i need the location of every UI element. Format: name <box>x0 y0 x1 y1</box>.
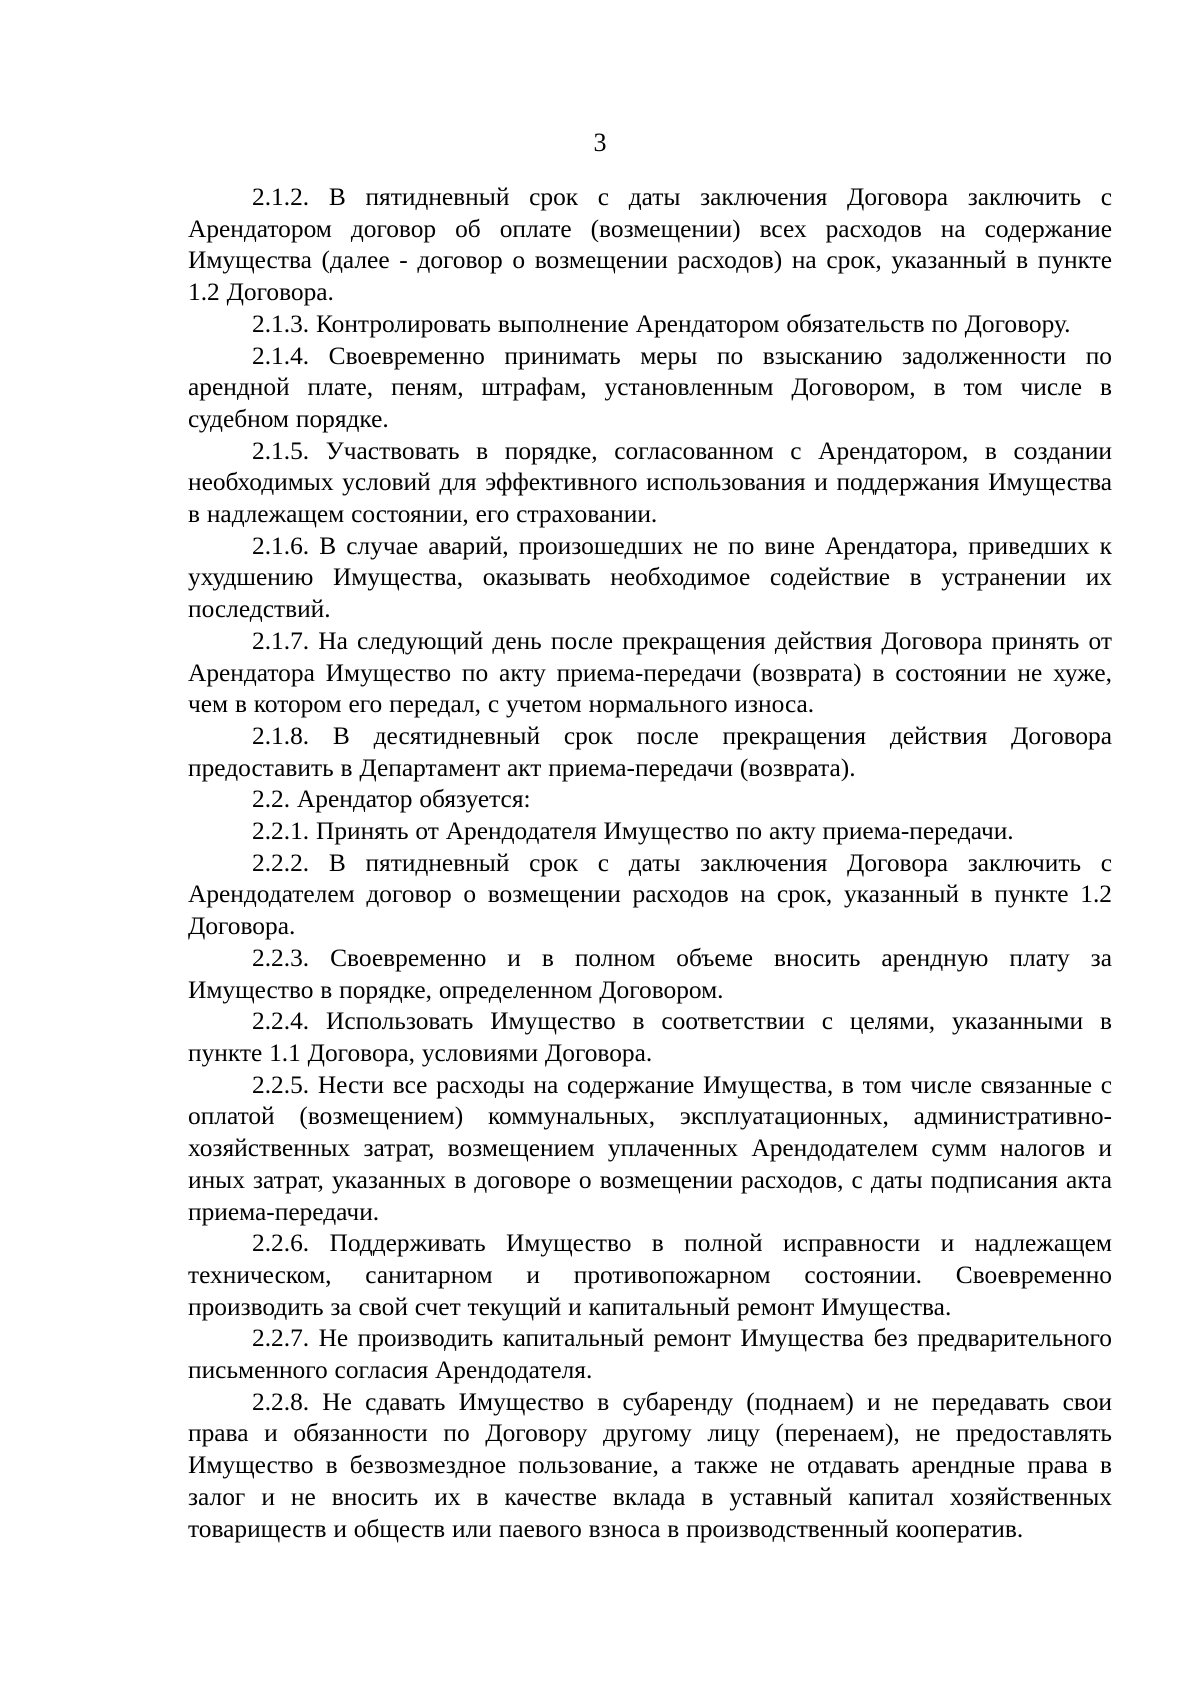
paragraph-2-2-6: 2.2.6. Поддерживать Имущество в полной исправности и надлежащем техническом, санитарном и противопожарном состоянии. Своевременно производить за свой счет текущий и капитальный ремонт Имущества. <box>188 1229 1112 1321</box>
paragraph-2-1-5: 2.1.5. Участвовать в порядке, согласованном с Арендатором, в создании необходимых условий для эффективного использования и поддержания Имущества в надлежащем состоянии, его страховании. <box>188 436 1112 529</box>
paragraph-2-2: 2.2. Арендатор обязуется: <box>252 785 531 814</box>
paragraph-2-2-5: 2.2.5. Нести все расходы на содержание Имущества, в том числе связанные с оплатой (возмещением) коммунальных, эксплуатационных, административно-хозяйственных затрат, возмещением уплаченных Арендодателем сумм налогов и иных затрат, указанных в договоре о возмещении расходов, с даты подписания акта приема-передачи. <box>188 1070 1112 1226</box>
paragraph-2-1-4: 2.1.4. Своевременно принимать меры по взысканию задолженности по арендной плате, пеням, штрафам, установленным Договором, в том числе в судебном порядке. <box>188 341 1112 433</box>
paragraph-2-1-7: 2.1.7. На следующий день после прекращения действия Договора принять от Арендатора Имущество по акту приема-передачи (возврата) в состоянии не хуже, чем в котором его передал, с учетом нормального износа. <box>188 626 1112 719</box>
paragraph-2-2-7: 2.2.7. Не производить капитальный ремонт Имущества без предварительного письменного согласия Арендодателя. <box>188 1324 1112 1385</box>
paragraph-2-2-1: 2.2.1. Принять от Арендодателя Имущество по акту приема-передачи. <box>252 817 1014 846</box>
document-body <box>188 182 1112 1545</box>
paragraph-2-2-8: 2.2.8. Не сдавать Имущество в субаренду (поднаем) и не передавать свои права и обязанности по Договору другому лицу (перенаем), не предоставлять Имущество в безвозмездное пользование, а также не отдавать арендные права в залог и не вносить их в качестве вклада в уставный капитал хозяйственных товариществ и обществ или паевого взноса в производственный кооператив. <box>188 1387 1112 1543</box>
paragraph-2-1-6: 2.1.6. В случае аварий, произошедших не по вине Арендатора, приведших к ухудшению Имущества, оказывать необходимое содействие в устранении их последствий. <box>188 531 1112 624</box>
paragraph-2-1-3: 2.1.3. Контролировать выполнение Арендатором обязательств по Договору. <box>252 309 1071 338</box>
paragraph-2-2-4: 2.2.4. Использовать Имущество в соответствии с целями, указанными в пункте 1.1 Договора, условиями Договора. <box>188 1007 1112 1067</box>
paragraph-2-2-3: 2.2.3. Своевременно и в полном объеме вносить арендную плату за Имущество в порядке, определенном Договором. <box>188 943 1112 1004</box>
page-number: 3 <box>593 128 607 157</box>
paragraph-2-2-2: 2.2.2. В пятидневный срок с даты заключения Договора заключить с Арендодателем договор о возмещении расходов на срок, указанный в пункте 1.2 Договора. <box>188 848 1112 941</box>
paragraph-2-1-2: 2.1.2. В пятидневный срок с даты заключения Договора заключить с Арендатором договор об оплате (возмещении) всех расходов на содержание Имущества (далее - договор о возмещении расходов) на срок, указанный в пункте 1.2 Договора. <box>188 183 1112 307</box>
paragraph-2-1-8: 2.1.8. В десятидневный срок после прекращения действия Договора предоставить в Департамент акт приема-передачи (возврата). <box>188 721 1112 782</box>
